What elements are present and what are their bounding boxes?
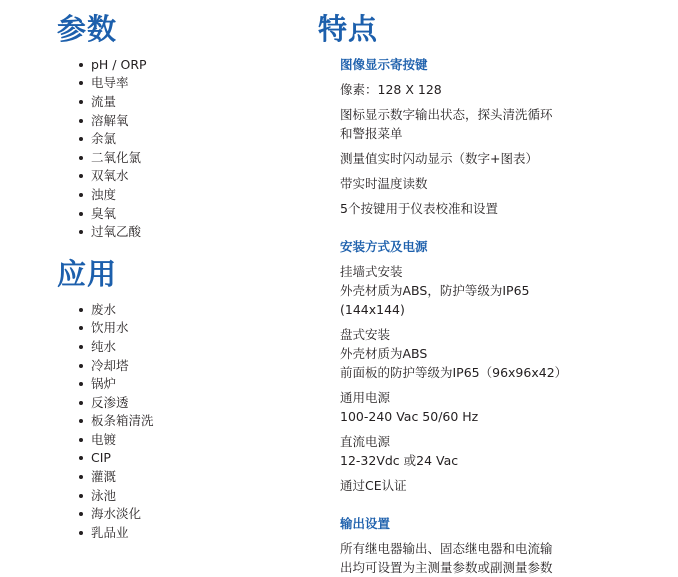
feature-line: 所有继电器输出、固态继电器和电流输 (340, 540, 553, 556)
feature-group-heading: 图像显示寄按键 (340, 56, 428, 72)
right-column (318, 14, 648, 577)
list-item: 泳池 (79, 487, 307, 506)
feature-line: 测量值实时闪动显示（数字+图表） (340, 150, 538, 166)
list-item: 浊度 (79, 186, 307, 205)
feature-group-heading: 输出设置 (340, 515, 391, 531)
feature-line: 盘式安装 (340, 326, 391, 342)
list-item: 灌溉 (79, 468, 307, 487)
feature-line: (144x144) (340, 301, 405, 317)
list-item: 废水 (79, 301, 307, 320)
feature-line: 挂墙式安装 (340, 263, 403, 279)
list-item: 余氯 (79, 130, 307, 149)
list-item: 饮用水 (79, 319, 307, 338)
list-item: 过氧乙酸 (79, 223, 307, 242)
feature-line: 外壳材质为ABS，防护等级为IP65 (340, 282, 530, 298)
feature-line: 外壳材质为ABS (340, 345, 428, 361)
feature-line: 5个按键用于仪表校准和设置 (340, 200, 498, 216)
feature-line: 直流电源 (340, 433, 391, 449)
list-item: 臭氧 (79, 205, 307, 224)
list-item: 乳品业 (79, 524, 307, 543)
list-item: 溶解氧 (79, 112, 307, 131)
list-item: 海水淡化 (79, 505, 307, 524)
feature-line: 图标显示数字输出状态，探头清洗循环 (340, 106, 553, 122)
spacer (318, 495, 648, 515)
parameters-list (57, 56, 307, 242)
parameters-heading: 参数 (57, 12, 118, 46)
feature-group-output (318, 515, 648, 577)
feature-line: 和警报菜单 (340, 125, 403, 141)
feature-line: 100-240 Vac 50/60 Hz (340, 408, 479, 424)
feature-line: 通过CE认证 (340, 477, 407, 493)
feature-line: 出均可设置为主测量参数或副测量参数 (340, 559, 553, 575)
list-item: 锅炉 (79, 375, 307, 394)
list-item: 冷却塔 (79, 357, 307, 376)
feature-line: 带实时温度读数 (340, 175, 428, 191)
features-heading: 特点 (318, 12, 379, 46)
applications-list (57, 301, 307, 543)
feature-line: 通用电源 (340, 389, 391, 405)
feature-group-mounting-power (318, 238, 648, 495)
list-item: 电导率 (79, 74, 307, 93)
list-item: 双氧水 (79, 167, 307, 186)
applications-heading: 应用 (57, 256, 118, 291)
feature-line: 前面板的防护等级为IP65（96x96x42） (340, 364, 568, 380)
list-item: 二氧化氯 (79, 149, 307, 168)
feature-line: 像素：128 X 128 (340, 81, 442, 97)
list-item: 板条箱清洗 (79, 412, 307, 431)
list-item: CIP (79, 449, 307, 468)
list-item: 反渗透 (79, 394, 307, 413)
list-item: pH / ORP (79, 56, 307, 75)
spacer (318, 218, 648, 238)
feature-group-display (318, 56, 648, 218)
list-item: 电镀 (79, 431, 307, 450)
left-column (57, 14, 307, 542)
feature-group-heading: 安装方式及电源 (340, 238, 428, 254)
feature-line: 12-32Vdc 或24 Vac (340, 452, 459, 468)
list-item: 流量 (79, 93, 307, 112)
list-item: 纯水 (79, 338, 307, 357)
